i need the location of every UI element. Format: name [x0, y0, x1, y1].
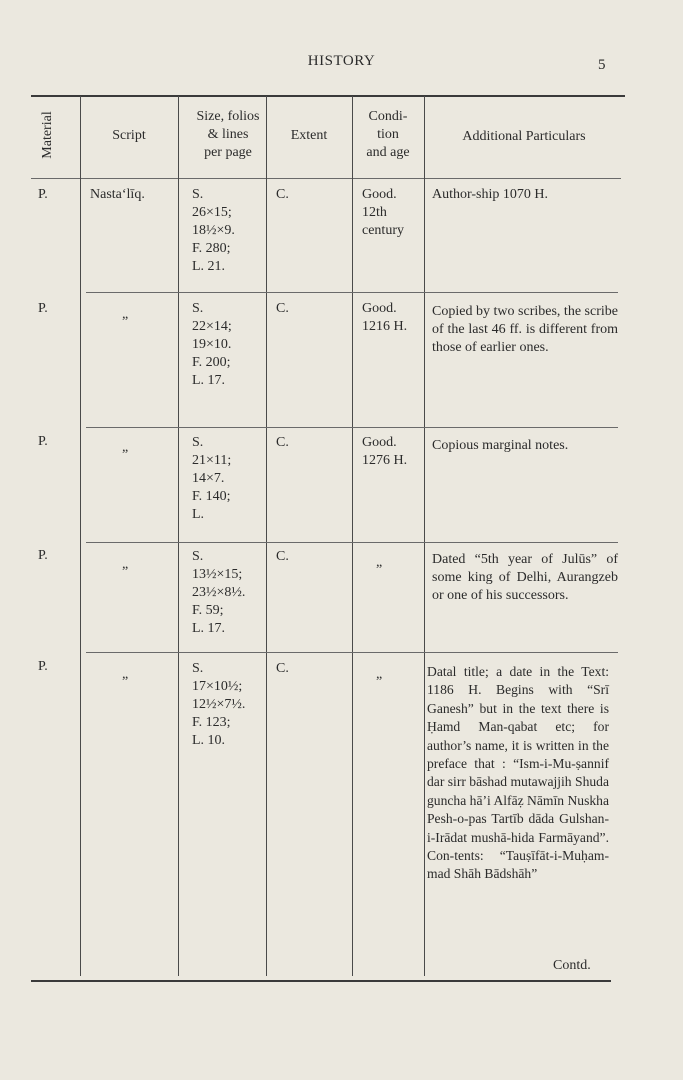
- page-number: 5: [598, 57, 606, 73]
- cell-condition: „: [376, 555, 383, 570]
- cell-size: S. 13½×15; 23½×8½. F. 59; L. 17.: [192, 549, 246, 636]
- cell-size: S. 17×10½; 12½×7½. F. 123; L. 10.: [192, 661, 246, 748]
- cell-script: „: [122, 557, 129, 572]
- header-extent: Extent: [290, 128, 328, 143]
- cell-material: P.: [38, 548, 48, 563]
- cell-script: „: [122, 667, 129, 682]
- cell-extent: C.: [276, 435, 289, 450]
- continued-note: Contd.: [553, 958, 591, 973]
- cell-material: P.: [38, 301, 48, 316]
- row-separator: [86, 652, 618, 653]
- column-divider-4: [352, 96, 353, 976]
- cell-script: „: [122, 440, 129, 455]
- cell-material: P.: [38, 659, 48, 674]
- header-bottom-rule: [31, 178, 621, 179]
- header-material: Material: [40, 111, 55, 159]
- cell-script: Nasta‘līq.: [90, 187, 145, 202]
- header-condition: Condi- tion and age: [366, 109, 410, 160]
- page-title: HISTORY: [307, 53, 376, 69]
- cell-size: S. 26×15; 18½×9. F. 280; L. 21.: [192, 187, 235, 274]
- cell-size: S. 21×11; 14×7. F. 140; L.: [192, 435, 232, 522]
- cell-size: S. 22×14; 19×10. F. 200; L. 17.: [192, 301, 232, 388]
- cell-extent: C.: [276, 661, 289, 676]
- cell-condition: Good. 1216 H.: [362, 301, 408, 334]
- cell-extent: C.: [276, 301, 289, 316]
- cell-material: P.: [38, 434, 48, 449]
- cell-particulars: Dated “5th year of Julūs” of some king of Delhi, Aurangzeb or one of his successors.: [432, 552, 618, 603]
- cell-particulars: Copied by two scribes, the scribe of the last 46 ff. is different from those of earlier ones.: [432, 304, 618, 355]
- row-separator: [86, 292, 618, 293]
- column-divider-2: [178, 96, 179, 976]
- table-top-rule: [31, 95, 625, 97]
- column-divider-5: [424, 96, 425, 976]
- cell-particulars: Author-ship 1070 H.: [432, 187, 548, 202]
- column-divider-3: [266, 96, 267, 976]
- row-separator: [86, 427, 618, 428]
- table-bottom-rule: [31, 980, 611, 982]
- cell-condition: Good. 1276 H.: [362, 435, 408, 468]
- cell-particulars: Copious marginal notes.: [432, 438, 569, 453]
- row-separator: [86, 542, 618, 543]
- cell-extent: C.: [276, 549, 289, 564]
- cell-script: „: [122, 307, 129, 322]
- header-script: Script: [112, 128, 146, 143]
- column-divider-1: [80, 96, 81, 976]
- cell-particulars: Datal title; a date in the Text: 1186 H. Begins with “Srī Ganesh” but in the text there is Ḥamd Man-qabat etc; for author’s name, it is written in the preface that : “Ism-i-Mu-ṣannif dar sirr bāshad mutawajjih Shuda guncha hā’i Alfāẓ Nāmīn Nuskha Pesh-o-pas Tartīb dāda Gulshan-i-Irādat mushā-hida Farmāyand”. Con-tents: “Tauṣīfāt-i-Muḥam-mad Shāh Bādshāh”: [427, 664, 609, 882]
- cell-condition: Good. 12th century: [362, 187, 404, 238]
- cell-condition: „: [376, 667, 383, 682]
- header-size: Size, folios & lines per page: [196, 109, 260, 160]
- cell-extent: C.: [276, 187, 289, 202]
- header-particulars: Additional Particulars: [462, 129, 586, 144]
- cell-material: P.: [38, 187, 48, 202]
